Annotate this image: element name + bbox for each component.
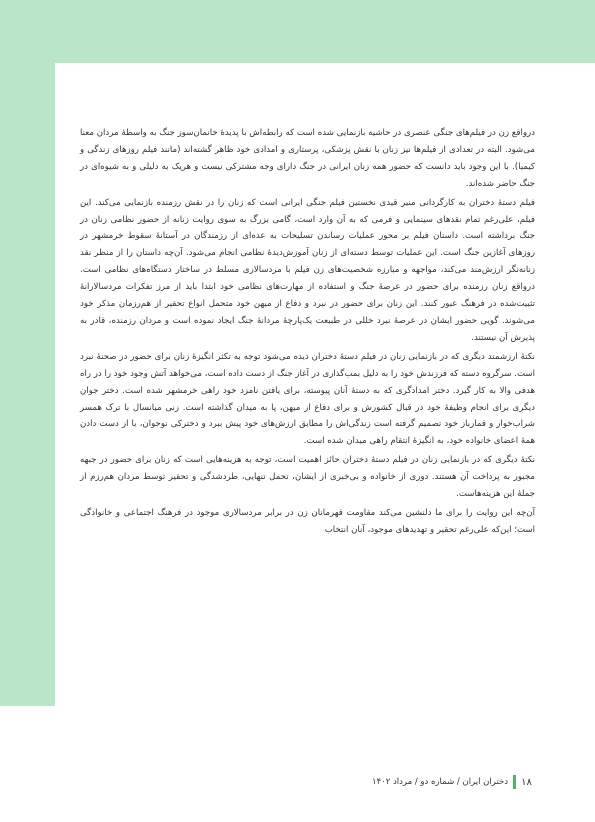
paragraph-5: آن‌چه این روایت را برای ما دلنشین می‌کند مقاومت قهرمانان زن در برابر مردسالاری موجود در فرهنگ اجتماعی و خانوادگی است؛ این‌که علی‌رغم تحقیر و تهدیدهای موجود، آنان انتخاب: [80, 507, 535, 535]
paragraph-1: درواقع زن در فیلم‌های جنگی عنصری در حاشیه بازنمایی شده است که رابطه‌اش با پدیدهٔ خانمان‌سوز جنگ به واسطهٔ مردان معنا می‌شود. البته در تعدادی از فیلم‌ها نیز زنان با نقش پزشکی، پرستاری و امدادی خود ظاهر گشته‌اند (مانند فیلم روزهای زندگی و کیمیا). با این وجود باید دانست که حضور همه زنان ایرانی در جنگ دارای وجه مشترکی نیست و هریک به دلیلی و به شیوه‌ای در جنگ حاضر شده‌اند.: [80, 128, 535, 189]
left-color-band: [0, 63, 55, 706]
publication-info: دختران ایران / شماره دو / مرداد ۱۴۰۲: [372, 777, 509, 787]
page-footer: [372, 773, 532, 791]
paragraph-3: نکتهٔ ارزشمند دیگری که در بازنمایی زنان در فیلم دستهٔ دختران دیده می‌شود توجه به تکثر انگیزهٔ زنان برای حضور در صحنهٔ نبرد است. سرگروه دسته که فرزندش خود را به دلیل بمب‌گذاری در آغاز جنگ از دست داده است، می‌خواهد آتش وجود خود را در راه هدفی والا به کار گیرد. دختر امدادگری که به دستهٔ آنان پیوسته، برای یافتن نامزد خود راهی خرمشهر شده است. دختر جوان دیگری برای انجام وظیفهٔ خود در قبال کشورش و برای دفاع از میهن، پا به میدان گذاشته است. زنی میانسال با ترک همسر شراب‌خوار و قمارباز خود تصمیم گرفته است زندگی‌اش را مطابق ارزش‌های خود پیش ببرد و دخترکی نوجوان، با از دست دادن همهٔ اعضای خانواده خود، به انگیزهٔ انتقام راهی میدان شده است.: [80, 351, 535, 447]
top-color-band: [0, 0, 595, 63]
article-body: [80, 125, 535, 541]
paragraph-2: فیلم دستهٔ دختران به کارگردانی منیر قیدی نخستین فیلم جنگی ایرانی است که زنان را در نقش رزمنده بازنمایی می‌کند. این فیلم، علی‌رغم تمام نقدهای سینمایی و فرمی که به آن وارد است، گامی بزرگ به سوی روایت زنانه از حضور نظامی زنان در جنگ برداشته است. داستان فیلم بر محور عملیات رساندن تسلیحات به عده‌ای از رزمندگان در آستانهٔ سقوط خرمشهر در روزهای آغازین جنگ است. این عملیات توسط دسته‌ای از زنان آموزش‌دیدهٔ نظامی انجام می‌شود. آن‌چه داستان را از منظر نقد زنانه‌نگر ارزش‌مند می‌کند، مواجهه و مبارزه شخصیت‌های زن فیلم با مردسالاری مسلط در ساختار دستگاه‌های نظامی است. درواقع زنان رزمنده برای حضور در عرصهٔ جنگ و استفاده از مهارت‌های نظامی خود ابتدا باید از مرز تفکرات مردسالارانهٔ تثبیت‌شده در فرهنگ عبور کنند. این زنان برای حضور در نبرد و دفاع از میهن خود متحمل انواع تحقیر از هم‌رزمان مذکر خود می‌شوند. گویی حضور ایشان در عرصهٔ نبرد خللی در طبیعت یک‌پارچهٔ مردانهٔ جنگ ایجاد نموده است و مردان رزمنده، قادر به پذیرش آن نیستند.: [80, 197, 535, 343]
page-number: ۱۸: [521, 776, 532, 788]
footer-divider: [513, 775, 516, 789]
paragraph-4: نکتهٔ دیگری که در بازنمایی زنان در فیلم دستهٔ دختران حائز اهمیت است، توجه به هزینه‌هایی است که زنان برای حضور در جبهه مجبور به پرداخت آن هستند. دوری از خانواده و بی‌خبری از ایشان، تحمل تنهایی، طردشدگی و تحقیر توسط مردان هم‌رزم از جملهٔ این هزینه‌هاست.: [80, 455, 535, 500]
